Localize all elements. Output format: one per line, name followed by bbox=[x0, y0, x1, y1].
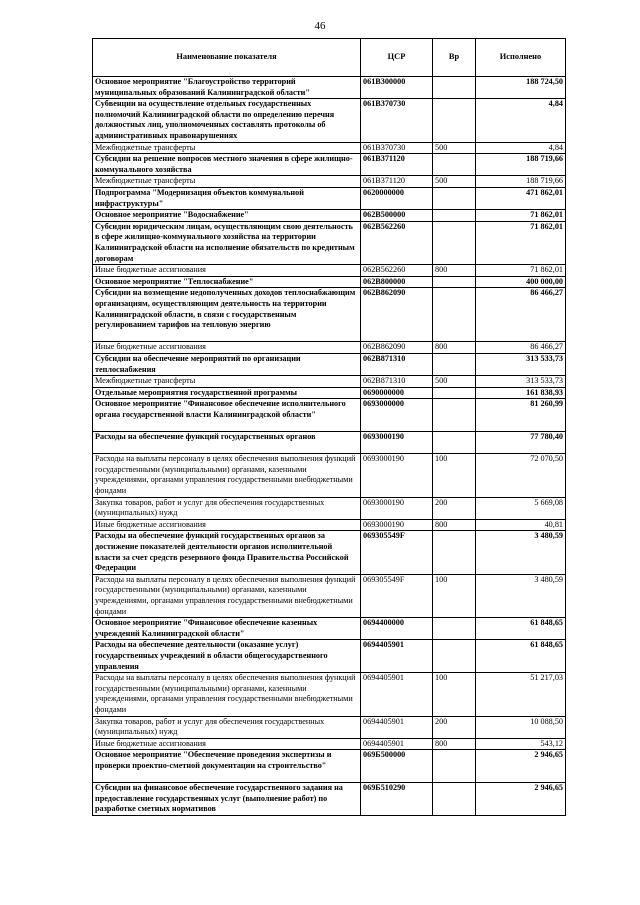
executed-amount-cell: 543,12 bbox=[476, 738, 566, 750]
indicator-name-cell: Основное мероприятие "Теплоснабжение" bbox=[93, 276, 361, 288]
executed-amount-cell: 2 946,65 bbox=[476, 750, 566, 783]
csr-cell: 0693000190 bbox=[361, 432, 433, 454]
csr-cell: 069305549F bbox=[361, 574, 433, 617]
table-row bbox=[93, 432, 566, 454]
executed-amount-cell: 71 862,01 bbox=[476, 265, 566, 277]
table-row bbox=[93, 77, 566, 99]
csr-cell: 0690000000 bbox=[361, 387, 433, 399]
vr-cell: 100 bbox=[433, 673, 476, 716]
table-row bbox=[93, 187, 566, 209]
csr-cell: 069Б510290 bbox=[361, 783, 433, 816]
vr-cell bbox=[433, 531, 476, 574]
indicator-name-cell: Основное мероприятие "Финансовое обеспечение казенных учреждений Калининградской области" bbox=[93, 618, 361, 640]
table-row bbox=[93, 399, 566, 432]
indicator-name-cell: Субсидии на возмещение недополученных доходов теплоснабжающим организациям, осуществляющим деятельность на территории Калининградской области, в связи с государственным регулированием тарифов на тепловую энергию bbox=[93, 288, 361, 342]
csr-cell: 062В562260 bbox=[361, 221, 433, 264]
vr-cell bbox=[433, 210, 476, 222]
csr-cell: 061В371120 bbox=[361, 176, 433, 188]
csr-cell: 0694405901 bbox=[361, 640, 433, 673]
vr-cell bbox=[433, 187, 476, 209]
table-row bbox=[93, 716, 566, 738]
indicator-name-cell: Основное мероприятие "Финансовое обеспечение исполнительного органа государственной власти Калининградской области" bbox=[93, 399, 361, 432]
executed-amount-cell: 4,84 bbox=[476, 99, 566, 142]
indicator-name-cell: Иные бюджетные ассигнования bbox=[93, 265, 361, 277]
page-number: 46 bbox=[314, 20, 326, 32]
vr-cell bbox=[433, 750, 476, 783]
vr-cell: 500 bbox=[433, 376, 476, 388]
executed-amount-cell: 5 669,08 bbox=[476, 497, 566, 519]
table-row bbox=[93, 376, 566, 388]
vr-cell bbox=[433, 77, 476, 99]
indicator-name-cell: Расходы на выплаты персоналу в целях обеспечения выполнения функций государственными (муниципальными) органами, казенными учреждениями, органами управления государственными внебюджетными фондами bbox=[93, 574, 361, 617]
table-row bbox=[93, 673, 566, 716]
executed-amount-cell: 86 466,27 bbox=[476, 288, 566, 342]
table-row bbox=[93, 618, 566, 640]
executed-amount-cell: 400 000,00 bbox=[476, 276, 566, 288]
vr-cell bbox=[433, 221, 476, 264]
table-row bbox=[93, 640, 566, 673]
vr-cell: 800 bbox=[433, 265, 476, 277]
table-row bbox=[93, 738, 566, 750]
table-row bbox=[93, 288, 566, 342]
executed-amount-cell: 471 862,01 bbox=[476, 187, 566, 209]
executed-amount-cell: 86 466,27 bbox=[476, 342, 566, 354]
executed-amount-cell: 72 070,50 bbox=[476, 454, 566, 497]
vr-cell: 100 bbox=[433, 454, 476, 497]
vr-cell bbox=[433, 432, 476, 454]
indicator-name-cell: Основное мероприятие "Обеспечение проведения экспертизы и проверки проектно-сметной документации на строительство" bbox=[93, 750, 361, 783]
vr-cell: 500 bbox=[433, 176, 476, 188]
table-row bbox=[93, 142, 566, 154]
indicator-name-cell: Расходы на обеспечение функций государственных органов за достижение показателей деятельности органов исполнительной власти за счет средств резервного фонда Правительства Российской Федерации bbox=[93, 531, 361, 574]
csr-cell: 0694405901 bbox=[361, 738, 433, 750]
executed-amount-cell: 61 848,65 bbox=[476, 640, 566, 673]
table-row bbox=[93, 387, 566, 399]
table-row bbox=[93, 750, 566, 783]
executed-amount-cell: 71 862,01 bbox=[476, 221, 566, 264]
indicator-name-cell: Межбюджетные трансферты bbox=[93, 142, 361, 154]
indicator-name-cell: Закупка товаров, работ и услуг для обеспечения государственных (муниципальных) нужд bbox=[93, 497, 361, 519]
table-row bbox=[93, 497, 566, 519]
table-row bbox=[93, 531, 566, 574]
vr-cell: 800 bbox=[433, 342, 476, 354]
executed-amount-cell: 188 724,50 bbox=[476, 77, 566, 99]
table-row bbox=[93, 276, 566, 288]
executed-amount-cell: 51 217,03 bbox=[476, 673, 566, 716]
csr-cell: 0693000190 bbox=[361, 519, 433, 531]
csr-cell: 0693000190 bbox=[361, 497, 433, 519]
indicator-name-cell: Расходы на выплаты персоналу в целях обеспечения выполнения функций государственными (муниципальными) органами, казенными учреждениями, органами управления государственными внебюджетными фондами bbox=[93, 454, 361, 497]
executed-amount-cell: 77 780,40 bbox=[476, 432, 566, 454]
indicator-name-cell: Субсидии на обеспечение мероприятий по организации теплоснабжения bbox=[93, 353, 361, 375]
executed-amount-cell: 3 480,59 bbox=[476, 574, 566, 617]
indicator-name-cell: Расходы на обеспечение функций государственных органов bbox=[93, 432, 361, 454]
csr-cell: 0694400000 bbox=[361, 618, 433, 640]
table-header-row bbox=[93, 39, 566, 77]
vr-cell: 100 bbox=[433, 574, 476, 617]
executed-amount-cell: 4,84 bbox=[476, 142, 566, 154]
indicator-name-cell: Межбюджетные трансферты bbox=[93, 176, 361, 188]
vr-cell: 800 bbox=[433, 738, 476, 750]
csr-cell: 069Б500000 bbox=[361, 750, 433, 783]
csr-cell: 0694405901 bbox=[361, 673, 433, 716]
table-row bbox=[93, 519, 566, 531]
executed-amount-cell: 313 533,73 bbox=[476, 376, 566, 388]
vr-cell: 800 bbox=[433, 519, 476, 531]
table-row bbox=[93, 454, 566, 497]
vr-cell: 500 bbox=[433, 142, 476, 154]
executed-amount-cell: 313 533,73 bbox=[476, 353, 566, 375]
indicator-name-cell: Субсидии юридическим лицам, осуществляющим свою деятельность в сфере жилищно-коммунального хозяйства на территории Калининградской области на исполнение обязательств по кредитным договорам bbox=[93, 221, 361, 264]
vr-cell bbox=[433, 276, 476, 288]
executed-amount-cell: 71 862,01 bbox=[476, 210, 566, 222]
indicator-name-cell: Основное мероприятие "Благоустройство территорий муниципальных образований Калининградской области" bbox=[93, 77, 361, 99]
table-row bbox=[93, 783, 566, 816]
table-body bbox=[93, 77, 566, 816]
executed-amount-cell: 188 719,66 bbox=[476, 176, 566, 188]
csr-cell: 062В862090 bbox=[361, 288, 433, 342]
table-row bbox=[93, 99, 566, 142]
header-indicator-name: Наименование показателя bbox=[93, 39, 361, 77]
table-row bbox=[93, 210, 566, 222]
table-row bbox=[93, 353, 566, 375]
vr-cell bbox=[433, 399, 476, 432]
indicator-name-cell: Субвенции на осуществление отдельных государственных полномочий Калининградской области по определению перечня должностных лиц, уполномоченных составлять протоколы об административных правонарушениях bbox=[93, 99, 361, 142]
executed-amount-cell: 188 719,66 bbox=[476, 154, 566, 176]
csr-cell: 062В871310 bbox=[361, 376, 433, 388]
csr-cell: 0693000000 bbox=[361, 399, 433, 432]
vr-cell: 200 bbox=[433, 497, 476, 519]
executed-amount-cell: 81 260,99 bbox=[476, 399, 566, 432]
executed-amount-cell: 161 838,93 bbox=[476, 387, 566, 399]
vr-cell bbox=[433, 618, 476, 640]
vr-cell bbox=[433, 99, 476, 142]
csr-cell: 062В800000 bbox=[361, 276, 433, 288]
vr-cell bbox=[433, 783, 476, 816]
executed-amount-cell: 10 088,50 bbox=[476, 716, 566, 738]
indicator-name-cell: Иные бюджетные ассигнования bbox=[93, 519, 361, 531]
vr-cell bbox=[433, 387, 476, 399]
indicator-name-cell: Иные бюджетные ассигнования bbox=[93, 738, 361, 750]
csr-cell: 0620000000 bbox=[361, 187, 433, 209]
indicator-name-cell: Иные бюджетные ассигнования bbox=[93, 342, 361, 354]
table-row bbox=[93, 342, 566, 354]
table-row bbox=[93, 176, 566, 188]
vr-cell: 200 bbox=[433, 716, 476, 738]
indicator-name-cell: Отдельные мероприятия государственной программы bbox=[93, 387, 361, 399]
header-vr: Вр bbox=[433, 39, 476, 77]
budget-execution-table bbox=[92, 38, 566, 816]
indicator-name-cell: Подпрограмма "Модернизация объектов коммунальной инфраструктуры" bbox=[93, 187, 361, 209]
csr-cell: 069305549F bbox=[361, 531, 433, 574]
indicator-name-cell: Субсидии на решение вопросов местного значения в сфере жилищно-коммунального хозяйства bbox=[93, 154, 361, 176]
csr-cell: 061В300000 bbox=[361, 77, 433, 99]
csr-cell: 062В500000 bbox=[361, 210, 433, 222]
vr-cell bbox=[433, 640, 476, 673]
table-row bbox=[93, 265, 566, 277]
executed-amount-cell: 40,81 bbox=[476, 519, 566, 531]
csr-cell: 061В371120 bbox=[361, 154, 433, 176]
executed-amount-cell: 61 848,65 bbox=[476, 618, 566, 640]
indicator-name-cell: Основное мероприятие "Водоснабжение" bbox=[93, 210, 361, 222]
executed-amount-cell: 3 480,59 bbox=[476, 531, 566, 574]
csr-cell: 062В862090 bbox=[361, 342, 433, 354]
vr-cell bbox=[433, 288, 476, 342]
table-row bbox=[93, 154, 566, 176]
csr-cell: 062В871310 bbox=[361, 353, 433, 375]
table-row bbox=[93, 574, 566, 617]
csr-cell: 0694405901 bbox=[361, 716, 433, 738]
indicator-name-cell: Закупка товаров, работ и услуг для обеспечения государственных (муниципальных) нужд bbox=[93, 716, 361, 738]
indicator-name-cell: Субсидии на финансовое обеспечение государственного задания на предоставление государственных услуг (выполнение работ) по разработке сметных нормативов bbox=[93, 783, 361, 816]
vr-cell bbox=[433, 353, 476, 375]
header-executed: Исполнено bbox=[476, 39, 566, 77]
executed-amount-cell: 2 946,65 bbox=[476, 783, 566, 816]
csr-cell: 0693000190 bbox=[361, 454, 433, 497]
csr-cell: 061В370730 bbox=[361, 142, 433, 154]
indicator-name-cell: Расходы на выплаты персоналу в целях обеспечения выполнения функций государственными (муниципальными) органами, казенными учреждениями, органами управления государственными внебюджетными фондами bbox=[93, 673, 361, 716]
csr-cell: 062В562260 bbox=[361, 265, 433, 277]
table-row bbox=[93, 221, 566, 264]
indicator-name-cell: Межбюджетные трансферты bbox=[93, 376, 361, 388]
vr-cell bbox=[433, 154, 476, 176]
header-csr: ЦСР bbox=[361, 39, 433, 77]
indicator-name-cell: Расходы на обеспечение деятельности (оказание услуг) государственных учреждений в области общегосударственного управления bbox=[93, 640, 361, 673]
csr-cell: 061В370730 bbox=[361, 99, 433, 142]
